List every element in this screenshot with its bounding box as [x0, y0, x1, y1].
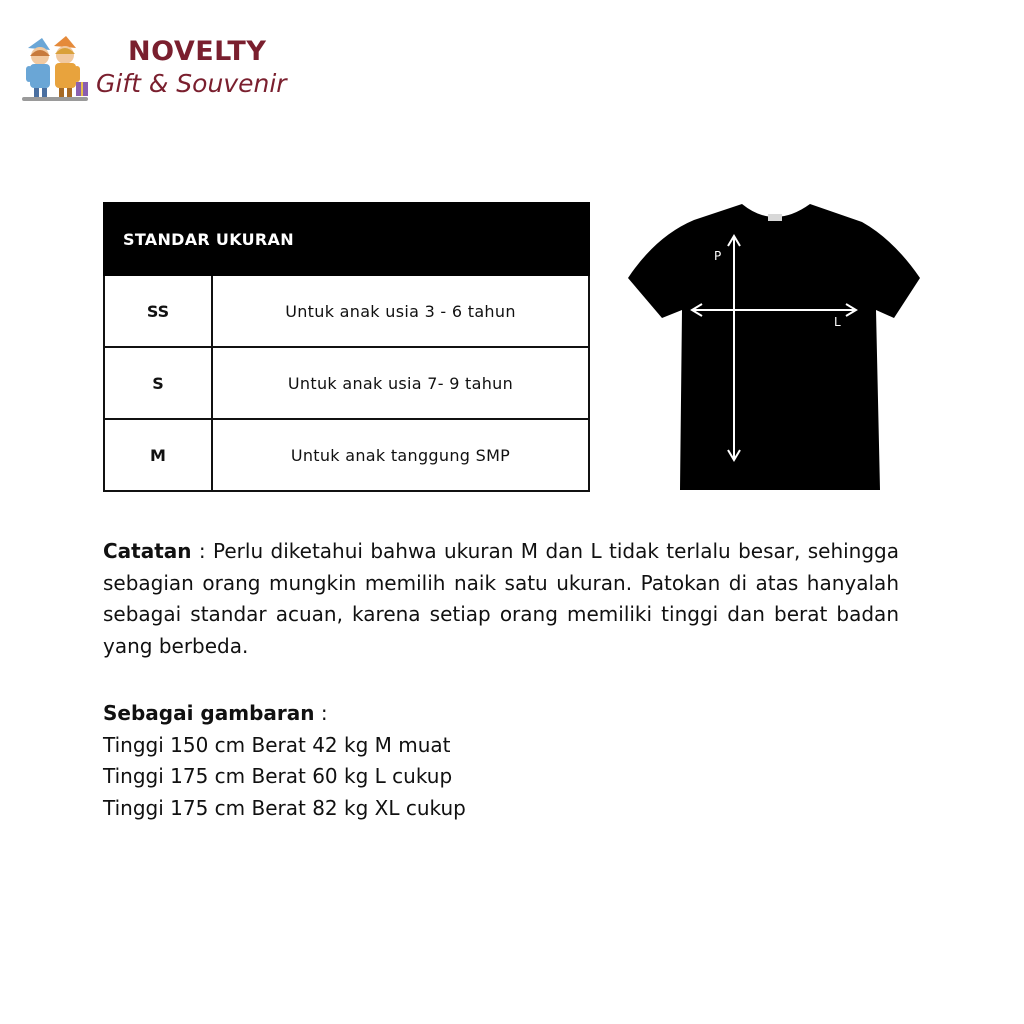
example-line: Tinggi 175 cm Berat 82 kg XL cukup — [103, 795, 466, 820]
length-label: P — [714, 249, 722, 263]
brand-logo — [20, 34, 320, 106]
souvenir-dolls-icon — [20, 34, 90, 102]
note-paragraph — [103, 536, 899, 662]
size-chart-table — [103, 202, 590, 492]
tshirt-measurement-illustration — [624, 200, 924, 496]
table-row — [103, 348, 590, 420]
neck-tag — [768, 214, 782, 221]
size-code: S — [105, 348, 213, 418]
size-description: Untuk anak tanggung SMP — [290, 445, 511, 465]
size-code: M — [105, 420, 213, 490]
note-label: Catatan — [103, 539, 192, 563]
note-separator: : — [191, 539, 214, 563]
table-row — [103, 276, 590, 348]
examples-section — [103, 698, 899, 824]
size-chart-header: STANDAR UKURAN — [103, 202, 590, 276]
brand-title: NOVELTY — [128, 36, 267, 67]
brand-subtitle: Gift & Souvenir — [96, 69, 287, 98]
tshirt-shape — [628, 204, 920, 490]
examples-separator: : — [314, 701, 328, 725]
size-description: Untuk anak usia 3 - 6 tahun — [285, 301, 516, 321]
size-code: SS — [105, 276, 213, 346]
examples-heading — [103, 698, 899, 730]
note-text: Perlu diketahui bahwa ukuran M dan L tidak terlalu besar, sehingga sebagian orang mungkin memilih naik satu ukuran. Patokan di atas hanyalah sebagai standar acuan, karena setiap orang memiliki tinggi dan berat badan yang berbeda. — [103, 539, 899, 658]
examples-label: Sebagai gambaran — [103, 701, 315, 725]
size-description: Untuk anak usia 7- 9 tahun — [287, 373, 514, 393]
table-row — [103, 420, 590, 492]
example-line: Tinggi 175 cm Berat 60 kg L cukup — [103, 764, 453, 788]
width-label: L — [834, 315, 841, 329]
example-line: Tinggi 150 cm Berat 42 kg M muat — [103, 732, 451, 757]
